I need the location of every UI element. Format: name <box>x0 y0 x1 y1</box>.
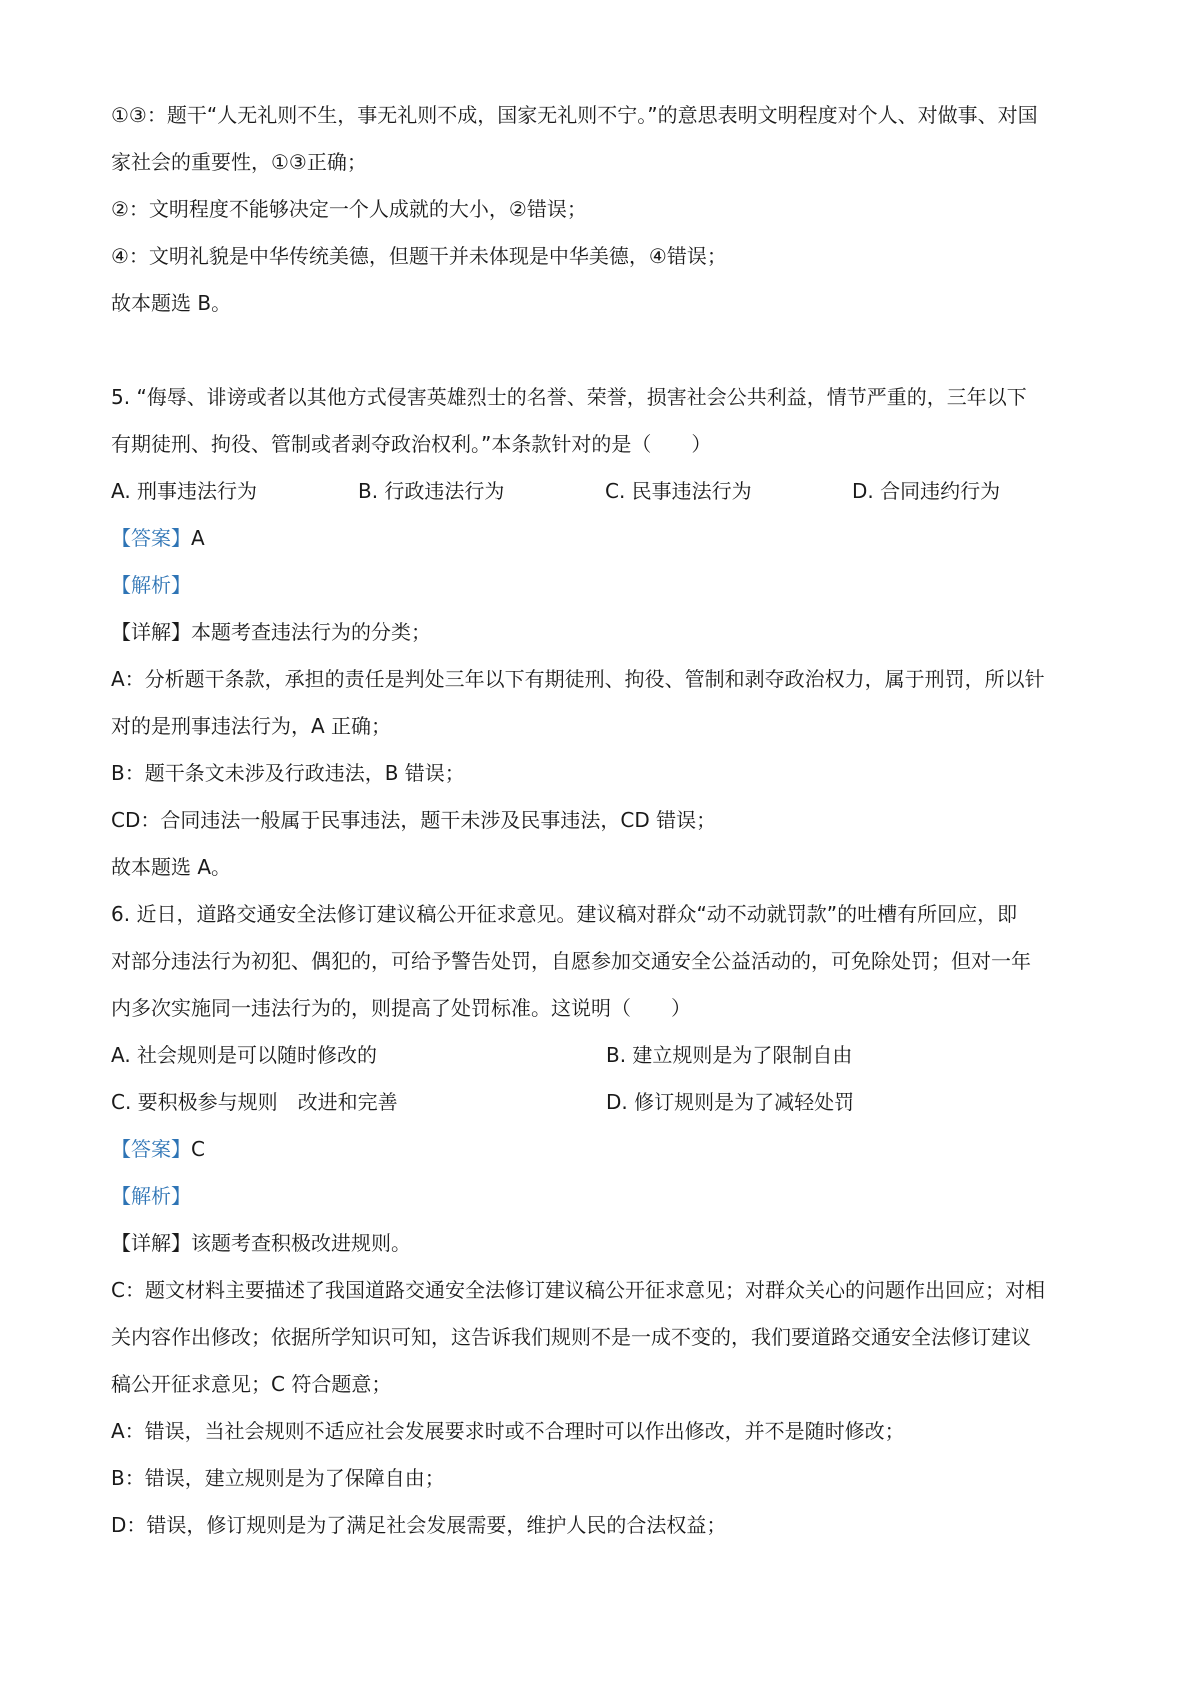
answer-line <box>111 1126 1101 1173</box>
question-stem-line: 内多次实施同一违法行为的，则提高了处罚标准。这说明（ ） <box>111 996 691 1020</box>
detail-line: 稿公开征求意见；C 符合题意； <box>111 1372 392 1396</box>
text-line: 家社会的重要性，①③正确； <box>111 150 367 174</box>
analysis-tag: 【解析】 <box>111 1184 191 1208</box>
question-6 <box>111 891 1101 1549</box>
question-options <box>111 468 1101 515</box>
option-d: D. 合同违约行为 <box>852 479 1001 503</box>
analysis-tag: 【解析】 <box>111 573 191 597</box>
text-line: ①③：题干“人无礼则不生，事无礼则不成，国家无礼则不宁。”的意思表明文明程度对个人、对做事、对国 <box>111 103 1038 127</box>
answer-tag: 【答案】 <box>111 1137 191 1161</box>
detail-line: 【详解】本题考查违法行为的分类； <box>111 620 431 644</box>
option-a: A. 社会规则是可以随时修改的 <box>111 1043 378 1067</box>
text-line: ②：文明程度不能够决定一个人成就的大小，②错误； <box>111 197 587 221</box>
answer-value: C <box>191 1137 205 1161</box>
question-stem-line: 5. “侮辱、诽谤或者以其他方式侵害英雄烈士的名誉、荣誉，损害社会公共利益，情节严重的，三年以下 <box>111 385 1027 409</box>
text-line: ④：文明礼貌是中华传统美德，但题干并未体现是中华美德，④错误； <box>111 244 727 268</box>
answer-line <box>111 515 1101 562</box>
previous-question-explanation <box>111 92 1101 327</box>
analysis-line <box>111 1173 1101 1220</box>
question-5 <box>111 374 1101 891</box>
option-b: B. 行政违法行为 <box>358 479 505 503</box>
detail-line: 关内容作出修改；依据所学知识可知，这告诉我们规则不是一成不变的，我们要道路交通安全法修订建议 <box>111 1325 1031 1349</box>
option-c: C. 民事违法行为 <box>605 479 752 503</box>
option-d: D. 修订规则是为了减轻处罚 <box>606 1090 855 1114</box>
detail-line: D：错误，修订规则是为了满足社会发展需要，维护人民的合法权益； <box>111 1513 727 1537</box>
question-stem-line: 6. 近日，道路交通安全法修订建议稿公开征求意见。建议稿对群众“动不动就罚款”的吐槽有所回应，即 <box>111 902 1018 926</box>
detail-line: 【详解】该题考查积极改进规则。 <box>111 1231 411 1255</box>
answer-tag: 【答案】 <box>111 526 191 550</box>
question-options <box>111 1079 1101 1126</box>
option-b: B. 建立规则是为了限制自由 <box>606 1043 853 1067</box>
detail-line: B：题干条文未涉及行政违法，B 错误； <box>111 761 465 785</box>
detail-line: A：分析题干条款，承担的责任是判处三年以下有期徒刑、拘役、管制和剥夺政治权力，属于刑罚，所以针 <box>111 667 1045 691</box>
spacer <box>111 327 1101 374</box>
detail-line: A：错误，当社会规则不适应社会发展要求时或不合理时可以作出修改，并不是随时修改； <box>111 1419 905 1443</box>
document-page <box>111 92 1101 1549</box>
question-options <box>111 1032 1101 1079</box>
detail-line: C：题文材料主要描述了我国道路交通安全法修订建议稿公开征求意见；对群众关心的问题作出回应；对相 <box>111 1278 1045 1302</box>
detail-line: 对的是刑事违法行为，A 正确； <box>111 714 392 738</box>
option-a: A. 刑事违法行为 <box>111 479 258 503</box>
detail-line: CD：合同违法一般属于民事违法，题干未涉及民事违法，CD 错误； <box>111 808 717 832</box>
option-c: C. 要积极参与规则 改进和完善 <box>111 1090 398 1114</box>
detail-line: B：错误，建立规则是为了保障自由； <box>111 1466 445 1490</box>
question-stem-line: 对部分违法行为初犯、偶犯的，可给予警告处罚，自愿参加交通安全公益活动的，可免除处罚；但对一年 <box>111 949 1031 973</box>
answer-value: A <box>191 526 205 550</box>
analysis-line <box>111 562 1101 609</box>
detail-line: 故本题选 A。 <box>111 855 232 879</box>
question-stem-line: 有期徒刑、拘役、管制或者剥夺政治权利。”本条款针对的是（ ） <box>111 432 712 456</box>
text-line: 故本题选 B。 <box>111 291 232 315</box>
